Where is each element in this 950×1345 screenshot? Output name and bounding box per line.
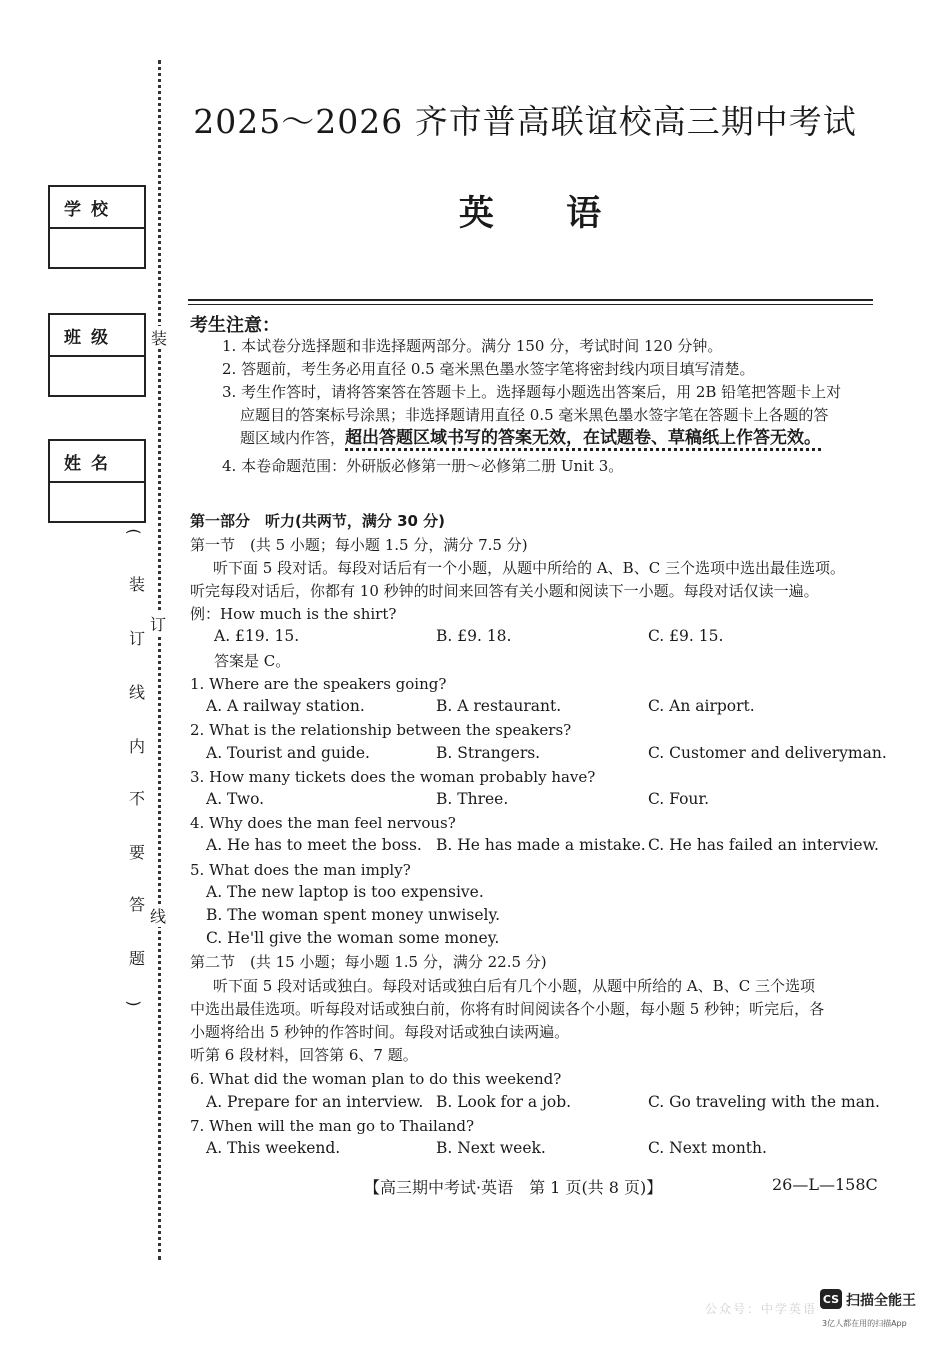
- binding-mark-zhuang: 装: [151, 326, 167, 349]
- section1-instruction: 听下面 5 段对话。每段对话后有一个小题，从题中所给的 A、B、C 三个选项中选出最佳选项。: [213, 559, 845, 577]
- q3-option-c[interactable]: C. Four.: [648, 790, 710, 808]
- header-rule: [188, 299, 873, 301]
- q7-option-c[interactable]: C. Next month.: [648, 1139, 767, 1157]
- example-question: 例：How much is the shirt?: [190, 605, 397, 623]
- q6-option-a[interactable]: A. Prepare for an interview.: [206, 1093, 424, 1111]
- binding-notice-char: (: [124, 528, 144, 535]
- binding-notice-char: 内: [129, 737, 146, 756]
- section2-instruction: 听下面 5 段对话或独白。每段对话或独白后有几个小题，从题中所给的 A、B、C 三个选项: [213, 977, 815, 995]
- question-6: 6. What did the woman plan to do this weekend?: [190, 1070, 562, 1088]
- name-label: 姓名: [50, 441, 144, 483]
- section1-instruction: 听完每段对话后，你都有 10 秒钟的时间来回答有关小题和阅读下一小题。每段对话仅读一遍。: [190, 582, 819, 600]
- binding-notice-char: 题: [129, 949, 146, 968]
- q7-option-a[interactable]: A. This weekend.: [206, 1139, 341, 1157]
- q7-option-b[interactable]: B. Next week.: [436, 1139, 546, 1157]
- camscanner-logo-icon: CS: [820, 1289, 842, 1309]
- class-field[interactable]: [50, 357, 144, 395]
- camscanner-tagline: 3亿人都在用的扫描App: [822, 1319, 907, 1328]
- q4-option-a[interactable]: A. He has to meet the boss.: [206, 836, 422, 854]
- section1-heading: 第一节 (共 5 小题；每小题 1.5 分，满分 7.5 分): [190, 536, 528, 554]
- example-option-c: C. £9. 15.: [648, 627, 724, 645]
- binding-notice-char: 订: [129, 629, 146, 648]
- question-7: 7. When will the man go to Thailand?: [190, 1117, 475, 1135]
- notice-item: 4. 本卷命题范围：外研版必修第一册～必修第二册 Unit 3。: [222, 457, 624, 475]
- q5-option-c[interactable]: C. He'll give the woman some money.: [206, 929, 500, 947]
- faint-watermark: 公众号：中学英语: [705, 1302, 818, 1316]
- material-note: 听第 6 段材料，回答第 6、7 题。: [190, 1046, 418, 1064]
- q5-option-a[interactable]: A. The new laptop is too expensive.: [206, 883, 484, 901]
- example-option-a: A. £19. 15.: [214, 627, 300, 645]
- question-4: 4. Why does the man feel nervous?: [190, 814, 456, 832]
- paper-code: 26—L—158C: [772, 1175, 878, 1194]
- section2-instruction: 中选出最佳选项。听每段对话或独白前，你将有时间阅读各个小题，每小题 5 秒钟；听完后，各: [190, 1000, 825, 1018]
- question-5: 5. What does the man imply?: [190, 861, 411, 879]
- page-footer: 【高三期中考试·英语 第 1 页(共 8 页)】: [364, 1178, 663, 1197]
- q1-option-a[interactable]: A. A railway station.: [206, 697, 365, 715]
- notice-item-line: [240, 428, 821, 449]
- question-3: 3. How many tickets does the woman probably have?: [190, 768, 596, 786]
- notice-item: 3. 考生作答时，请将答案答在答题卡上。选择题每小题选出答案后，用 2B 铅笔把答题卡上对: [222, 383, 842, 401]
- example-option-b: B. £9. 18.: [436, 627, 512, 645]
- school-box: [48, 185, 146, 269]
- q1-option-c[interactable]: C. An airport.: [648, 697, 755, 715]
- q3-option-b[interactable]: B. Three.: [436, 790, 509, 808]
- binding-notice-char: 线: [129, 683, 146, 702]
- q6-option-c[interactable]: C. Go traveling with the man.: [648, 1093, 880, 1111]
- q5-option-b[interactable]: B. The woman spent money unwisely.: [206, 906, 501, 924]
- q4-option-c[interactable]: C. He has failed an interview.: [648, 836, 879, 854]
- q4-option-b[interactable]: B. He has made a mistake.: [436, 836, 646, 854]
- example-answer: 答案是 C。: [214, 652, 291, 670]
- school-label: 学校: [50, 187, 144, 229]
- q2-option-c[interactable]: C. Customer and deliveryman.: [648, 744, 887, 762]
- binding-notice-char: 装: [129, 575, 146, 594]
- binding-notice-char: ): [124, 1000, 144, 1007]
- subject-title: 英 语: [458, 194, 602, 234]
- binding-mark-xian: 线: [150, 904, 166, 927]
- notice-item: 题区域内作答，: [240, 429, 346, 447]
- name-box: [48, 439, 146, 523]
- question-2: 2. What is the relationship between the speakers?: [190, 721, 572, 739]
- class-label: 班级: [50, 315, 144, 357]
- camscanner-brand: 扫描全能王: [846, 1293, 916, 1309]
- notice-item: 1. 本试卷分选择题和非选择题两部分。满分 150 分，考试时间 120 分钟。: [222, 337, 723, 355]
- q2-option-b[interactable]: B. Strangers.: [436, 744, 541, 762]
- notice-item: 2. 答题前，考生务必用直径 0.5 毫米黑色墨水签字笔将密封线内项目填写清楚。: [222, 360, 755, 378]
- part1-heading: 第一部分 听力(共两节，满分 30 分): [190, 512, 446, 530]
- q3-option-a[interactable]: A. Two.: [206, 790, 265, 808]
- binding-notice-char: 要: [129, 843, 146, 862]
- section2-heading: 第二节 (共 15 小题；每小题 1.5 分，满分 22.5 分): [190, 953, 547, 971]
- notice-emphasis: 超出答题区域书写的答案无效，在试题卷、草稿纸上作答无效。: [345, 428, 821, 451]
- binding-mark-ding: 订: [150, 612, 166, 635]
- q6-option-b[interactable]: B. Look for a job.: [436, 1093, 572, 1111]
- section2-instruction: 小题将给出 5 秒钟的作答时间。每段对话或独白读两遍。: [190, 1023, 570, 1041]
- notice-item: 应题目的答案标号涂黑；非选择题请用直径 0.5 毫米黑色墨水签字笔在答题卡上各题的答: [240, 406, 829, 424]
- class-box: [48, 313, 146, 397]
- question-1: 1. Where are the speakers going?: [190, 675, 447, 693]
- binding-notice-char: 不: [129, 789, 146, 808]
- binding-dashed-line: [158, 60, 161, 1260]
- header-rule-thin: [188, 304, 873, 305]
- q2-option-a[interactable]: A. Tourist and guide.: [206, 744, 370, 762]
- q1-option-b[interactable]: B. A restaurant.: [436, 697, 562, 715]
- notice-heading: 考生注意：: [190, 315, 280, 336]
- exam-title: 2025～2026 齐市普高联谊校高三期中考试: [193, 102, 857, 141]
- name-field[interactable]: [50, 483, 144, 521]
- binding-notice-char: 答: [129, 895, 146, 914]
- school-field[interactable]: [50, 229, 144, 267]
